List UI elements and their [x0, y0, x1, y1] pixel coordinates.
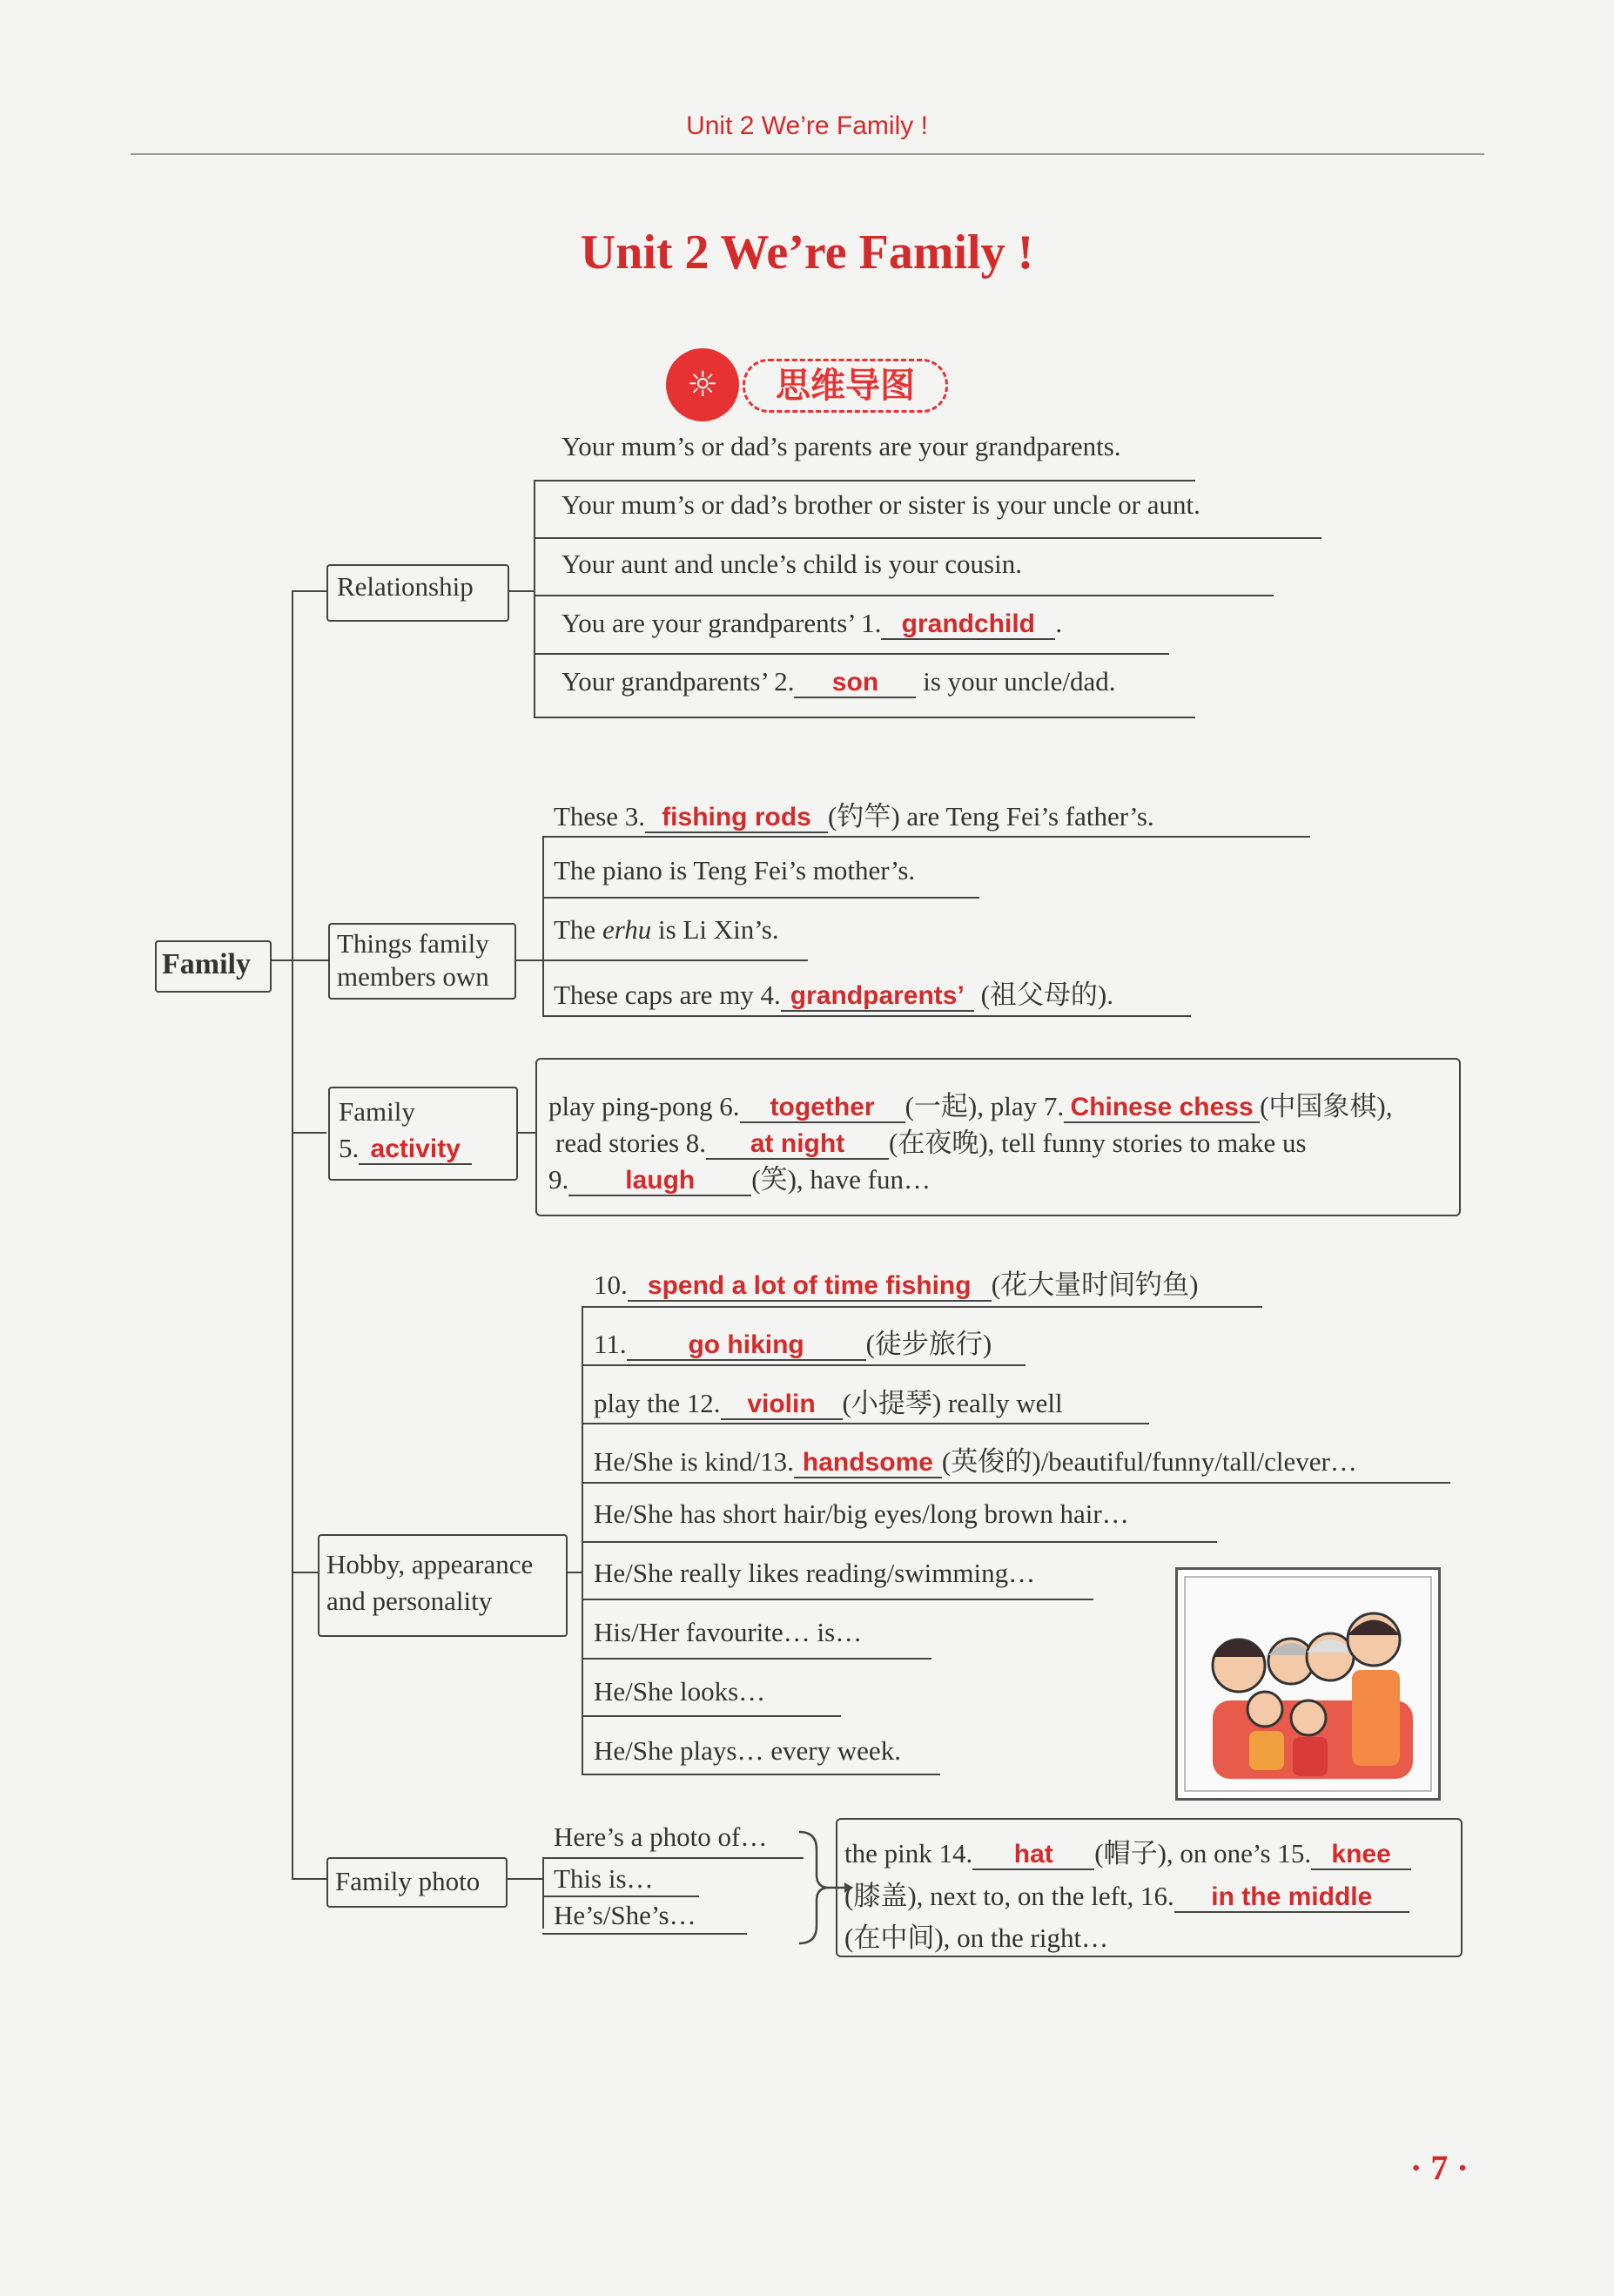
answer-16: in the middle	[1211, 1882, 1373, 1911]
hobby-rule-1	[582, 1306, 1262, 1308]
photo-row-3: (在中间), on the right…	[844, 1922, 1109, 1953]
page-title: Unit 2 We’re Family !	[580, 226, 1034, 279]
family-drawing	[1178, 1570, 1438, 1798]
answer-3: fishing rods	[662, 803, 811, 832]
activity-connector	[518, 1132, 535, 1134]
trunk-tick-things	[272, 959, 328, 961]
root-label: Family	[162, 948, 251, 980]
hobby-line-4-b: (英俊的)/beautiful/funny/tall/clever…	[941, 1446, 1357, 1477]
photo-rule-3	[542, 1933, 747, 1935]
trunk-tick-photo	[292, 1878, 326, 1880]
answer-4: grandparents’	[790, 981, 965, 1010]
things-line-4-a: These caps are my 4.	[554, 980, 781, 1010]
root-node-family	[155, 940, 272, 993]
rel-line-5-a: Your grandparents’ 2.	[562, 666, 795, 697]
hobby-line-9: He/She plays… every week.	[594, 1735, 901, 1766]
node-hobby	[318, 1534, 568, 1637]
rel-rule-1	[534, 480, 1195, 481]
things-line-3	[554, 914, 779, 946]
hobby-line-4-a: He/She is kind/13.	[594, 1446, 794, 1477]
answer-10: spend a lot of time fishing	[647, 1271, 972, 1300]
answer-9: laugh	[625, 1166, 696, 1195]
things-line-3-erhu: erhu	[602, 914, 652, 945]
answer-13: handsome	[802, 1448, 933, 1477]
activity-row-1-c: (中国象棋),	[1260, 1091, 1393, 1121]
page-number: · 7 ·	[1410, 2148, 1469, 2187]
hobby-rule-9	[582, 1774, 940, 1775]
answer-11: go hiking	[688, 1330, 804, 1359]
hobby-rule-7	[582, 1658, 931, 1660]
photo-rule-1	[542, 1857, 804, 1859]
things-rule-2	[542, 897, 979, 899]
hobby-label-2: and personality	[326, 1586, 493, 1616]
hobby-rule-8	[582, 1715, 841, 1717]
node-things	[328, 923, 516, 1000]
things-line-2: The piano is Teng Fei’s mother’s.	[554, 855, 916, 885]
hobby-line-6: He/She really likes reading/swimming…	[594, 1558, 1036, 1588]
things-line-3-b: is Li Xin’s.	[651, 914, 779, 945]
header-rule	[131, 153, 1484, 155]
node-family-photo	[326, 1857, 508, 1908]
things-line-4-b: (祖父母的).	[973, 980, 1113, 1010]
things-bracket	[542, 838, 544, 1017]
trunk-tick-activity	[292, 1132, 326, 1134]
hobby-line-3-a: play the 12.	[594, 1388, 721, 1418]
relationship-label: Relationship	[337, 571, 474, 602]
trunk-tick-relationship	[292, 590, 326, 592]
photo-bracket	[542, 1859, 544, 1929]
hobby-rule-3	[582, 1423, 1149, 1424]
family-photo-label: Family photo	[335, 1866, 481, 1896]
rel-rule-5	[534, 717, 1195, 718]
activity-row-2	[555, 1121, 1307, 1160]
hobby-line-1-a: 10.	[594, 1269, 628, 1300]
hobby-connector	[568, 1572, 582, 1573]
things-rule-4	[542, 1015, 1191, 1017]
photo-row-1-a: the pink 14.	[844, 1838, 973, 1868]
rel-bracket	[534, 481, 535, 718]
hobby-line-1-b: (花大量时间钓鱼)	[991, 1269, 1199, 1300]
photo-rule-2	[542, 1895, 699, 1897]
things-rule-3	[542, 959, 808, 961]
activity-row-3-a: 9.	[548, 1164, 569, 1195]
hobby-line-2	[594, 1322, 992, 1361]
hobby-rule-5	[582, 1541, 1217, 1543]
things-rule-1	[542, 836, 1310, 838]
things-label-1: Things family	[337, 928, 489, 959]
hobby-rule-2	[582, 1364, 1026, 1366]
things-connector	[516, 959, 542, 961]
photo-connector	[508, 1878, 542, 1880]
activity-row-2-b: (在夜晚), tell funny stories to make us	[889, 1128, 1307, 1158]
answer-14: hat	[1013, 1840, 1053, 1868]
activity-row-1-b: (一起), play 7.	[905, 1091, 1065, 1121]
photo-row-1-b: (帽子), on one’s 15.	[1094, 1838, 1312, 1868]
activity-row-2-a: read stories 8.	[555, 1128, 707, 1158]
hobby-rule-4	[582, 1482, 1450, 1484]
things-label-2: members own	[337, 961, 489, 992]
photo-phrase-3: He’s/She’s…	[554, 1900, 696, 1930]
answer-5: activity	[370, 1135, 461, 1163]
rel-line-4	[562, 608, 1062, 640]
hobby-label-1: Hobby, appearance	[326, 1549, 534, 1579]
things-line-1-a: These 3.	[554, 801, 646, 832]
rel-rule-2	[534, 537, 1321, 539]
answer-2: son	[831, 668, 879, 697]
badge-label: 思维导图	[743, 359, 948, 413]
things-line-4	[554, 973, 1113, 1012]
answer-15: knee	[1331, 1840, 1391, 1868]
main-trunk	[292, 590, 293, 1879]
hobby-rule-6	[582, 1599, 1093, 1600]
family-illustration	[1175, 1567, 1441, 1801]
activity-row-1-a: play ping-pong 6.	[548, 1091, 740, 1121]
hobby-line-3-b: (小提琴) really well	[842, 1388, 1063, 1418]
hobby-line-8: He/She looks…	[594, 1676, 766, 1707]
things-line-1	[554, 794, 1154, 833]
things-line-1-b: (钓竿) are Teng Fei’s father’s.	[828, 801, 1154, 832]
hobby-line-4	[594, 1439, 1357, 1478]
photo-phrase-1: Here’s a photo of…	[554, 1821, 768, 1852]
activity-label-2: 5.	[339, 1133, 360, 1163]
rel-rule-4	[534, 653, 1169, 655]
mind-map-badge	[666, 348, 953, 421]
photo-row-1	[844, 1831, 1411, 1870]
hobby-line-3	[594, 1381, 1063, 1420]
hobby-line-2-b: (徒步旅行)	[865, 1329, 992, 1359]
answer-8: at night	[750, 1129, 845, 1158]
things-line-3-a: The	[554, 914, 602, 945]
activity-row-3	[548, 1157, 931, 1196]
hobby-line-1	[594, 1262, 1198, 1302]
hobby-line-7: His/Her favourite… is…	[594, 1617, 863, 1647]
hobby-line-2-a: 11.	[594, 1329, 627, 1359]
trunk-tick-hobby	[292, 1572, 318, 1573]
activity-row-1	[548, 1084, 1393, 1123]
photo-row-2-a: (膝盖), next to, on the left, 16.	[844, 1881, 1174, 1911]
rel-line-2: Your mum’s or dad’s brother or sister is your uncle or aunt.	[562, 489, 1200, 520]
node-activity	[328, 1087, 518, 1181]
activity-label-1: Family	[339, 1096, 415, 1127]
photo-phrase-2: This is…	[554, 1863, 654, 1894]
rel-connector	[509, 590, 534, 592]
answer-6: together	[770, 1093, 875, 1121]
lightbulb-icon: ☼	[666, 348, 739, 421]
running-head: Unit 2 We’re Family !	[686, 111, 928, 140]
rel-line-4-b: .	[1055, 608, 1063, 638]
rel-line-1: Your mum’s or dad’s parents are your grandparents.	[562, 431, 1121, 461]
rel-line-5-b: is your uncle/dad.	[916, 666, 1116, 697]
answer-7: Chinese chess	[1070, 1093, 1254, 1121]
node-relationship	[326, 564, 509, 622]
activity-row-3-b: (笑), have fun…	[751, 1164, 931, 1195]
rel-rule-3	[534, 595, 1274, 596]
rel-line-4-a: You are your grandparents’ 1.	[562, 608, 882, 638]
rel-line-3: Your aunt and uncle’s child is your cousin.	[562, 549, 1022, 579]
hobby-line-5: He/She has short hair/big eyes/long brown hair…	[594, 1498, 1129, 1529]
rel-line-5	[562, 666, 1116, 698]
photo-row-2	[844, 1874, 1409, 1913]
answer-1: grandchild	[901, 609, 1035, 638]
answer-12: violin	[747, 1390, 816, 1418]
